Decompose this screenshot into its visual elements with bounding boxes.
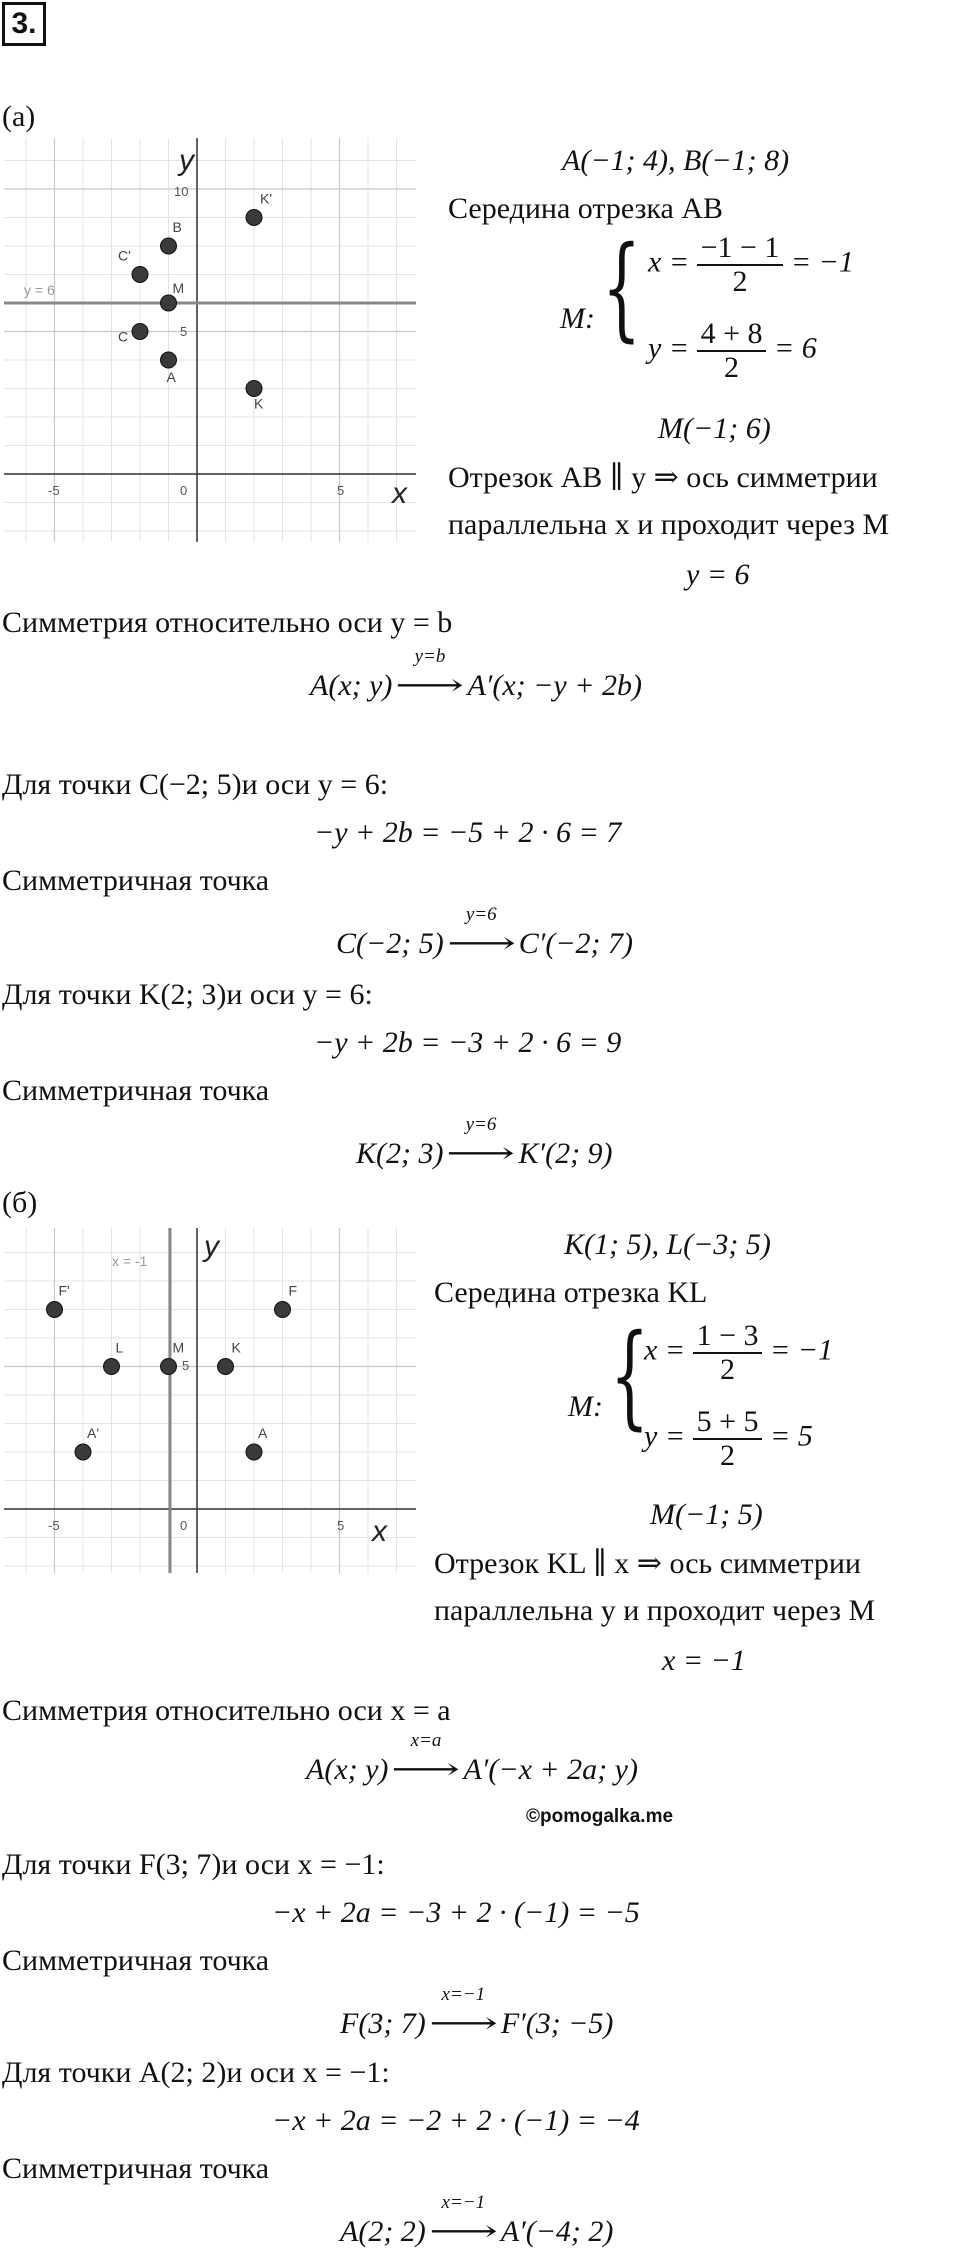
- graph-b-svg: [4, 1228, 416, 1573]
- graph-a: [4, 138, 416, 542]
- graph-a-tick-y5: 5: [180, 324, 188, 339]
- part-a-k-calc: −y + 2b = −3 + 2 · 6 = 9: [314, 1026, 622, 1059]
- part-b-sym-left: A(x; y): [306, 1753, 389, 1786]
- part-a-c-intro: Для точки C(−2; 5)и оси y = 6:: [2, 768, 389, 801]
- point-label-m: M: [172, 1339, 185, 1356]
- part-a-sym-right: A′(x; −y + 2b): [467, 669, 642, 702]
- graph-b-y-label: y: [204, 1230, 219, 1263]
- part-b-a-right: A′(−4; 2): [500, 2215, 614, 2248]
- task-number: 3.: [2, 2, 46, 46]
- part-a-system-y: [648, 318, 817, 383]
- part-a-k-right: K′(2; 9): [518, 1137, 613, 1170]
- point-a: [161, 352, 177, 368]
- point-c-prime: [132, 267, 148, 283]
- part-a-sys2-right: = 6: [773, 331, 817, 365]
- point-label-k-prime: K': [260, 190, 273, 207]
- point-a-prime: [75, 1444, 91, 1460]
- graph-b-tick-y5: 5: [182, 1358, 190, 1373]
- part-b-system-y: [644, 1406, 813, 1471]
- part-b-f-left: F(3; 7): [340, 2007, 426, 2040]
- part-a-c-right: C′(−2; 7): [518, 927, 634, 960]
- part-a-sys2-fraction: [697, 318, 767, 383]
- part-b-f-calc: −x + 2a = −3 + 2 · (−1) = −5: [272, 1896, 640, 1929]
- point-label-a-prime: A': [87, 1425, 100, 1441]
- part-a-k-arrow: y=6 ⟶: [443, 1136, 518, 1171]
- graph-a-y-label: y: [179, 144, 194, 177]
- part-a-c-arrow-label: y=6: [465, 904, 497, 925]
- graph-a-tick-0: 0: [180, 483, 188, 498]
- part-a-axis-eq: y = 6: [686, 558, 750, 591]
- graph-b-tick-0: 0: [180, 1518, 188, 1533]
- point-label-a: A: [166, 369, 176, 385]
- part-a-sym-left: A(x; y): [310, 669, 393, 702]
- part-a-sys1-num: −1 − 1: [697, 232, 784, 266]
- part-b-parallel: Отрезок KL ∥ x ⇒ ось симметрии: [434, 1547, 861, 1580]
- point-label-a: A: [258, 1425, 268, 1441]
- point-c: [132, 324, 148, 340]
- part-b-f-intro: Для точки F(3; 7)и оси x = −1:: [2, 1848, 385, 1881]
- point-b: [161, 238, 177, 254]
- graph-a-svg: [4, 138, 416, 542]
- point-label-b: B: [172, 219, 182, 235]
- graph-a-tick-5: 5: [337, 483, 345, 498]
- part-b-points-given: K(1; 5), L(−3; 5): [564, 1228, 771, 1261]
- part-a-system-x: [648, 232, 854, 297]
- part-a-c-sym-label: Симметричная точка: [2, 864, 270, 897]
- part-b-label: (б): [2, 1186, 38, 1219]
- part-b-f-arrow: x=−1 ⟶: [426, 2006, 501, 2041]
- part-b-a-arrow-label: x=−1: [441, 2192, 486, 2213]
- part-a-parallel: Отрезок AB ∥ y ⇒ ось симметрии: [448, 461, 878, 494]
- part-b-system-x: [644, 1320, 833, 1385]
- part-b-sys2-den: 2: [720, 1438, 736, 1472]
- point-label-m: M: [172, 280, 185, 296]
- part-a-sym-arrow-label: y=b: [414, 646, 446, 667]
- point-k: [246, 381, 262, 397]
- part-b-sym-arrow-label: x=a: [410, 1730, 442, 1751]
- point-f: [275, 1302, 291, 1318]
- part-b-sys2-num: 5 + 5: [693, 1406, 763, 1440]
- part-a-label: (a): [2, 100, 36, 133]
- part-b-a-arrow: x=−1 ⟶: [426, 2214, 501, 2249]
- graph-a-tick-y10: 10: [174, 184, 189, 199]
- graph-b-grid: [4, 1228, 416, 1573]
- part-b-a-rule: [340, 2192, 614, 2249]
- part-b-a-intro: Для точки A(2; 2)и оси x = −1:: [2, 2056, 390, 2089]
- point-label-f-prime: F': [58, 1282, 70, 1299]
- graph-a-x-label: x: [392, 477, 407, 510]
- part-b-axis-eq: x = −1: [662, 1644, 746, 1677]
- point-label-c-prime: C': [118, 247, 131, 264]
- part-a-sys1-left: x =: [648, 245, 690, 279]
- part-b-sym-arrow: x=a ⟶: [388, 1752, 463, 1787]
- point-label-k: K: [231, 1339, 241, 1356]
- part-b-sys2-right: = 5: [769, 1419, 813, 1453]
- part-a-sys1-fraction: [697, 232, 784, 297]
- point-label-l: L: [115, 1339, 124, 1356]
- point-f-prime: [47, 1302, 63, 1318]
- part-b-sys1-left: x =: [644, 1333, 686, 1367]
- point-a: [246, 1444, 262, 1460]
- point-m: [161, 295, 177, 311]
- part-b-f-right: F′(3; −5): [500, 2007, 614, 2040]
- graph-b-line-label: x = -1: [112, 1253, 148, 1269]
- part-a-m-label: M:: [560, 302, 595, 335]
- part-b-sym-right: A′(−x + 2a; y): [463, 1753, 638, 1786]
- point-label-f: F: [288, 1282, 298, 1299]
- part-a-sys2-den: 2: [724, 350, 740, 384]
- part-a-k-left: K(2; 3): [356, 1137, 444, 1170]
- graph-a-grid: [4, 138, 416, 542]
- part-b-sys1-right: = −1: [769, 1333, 833, 1367]
- part-b-system-brace: {: [610, 1311, 650, 1441]
- part-a-k-rule: [356, 1114, 613, 1171]
- graph-b-tick-5: 5: [337, 1518, 345, 1533]
- part-a-c-left: C(−2; 5): [336, 927, 444, 960]
- part-a-sym-title: Симметрия относительно оси y = b: [2, 606, 453, 639]
- part-b-f-sym-label: Симметричная точка: [2, 1944, 270, 1977]
- graph-b-x-label: x: [372, 1515, 387, 1548]
- point-label-c: C: [118, 328, 129, 345]
- part-a-k-arrow-label: y=6: [465, 1114, 497, 1135]
- part-b-f-rule: [340, 1984, 614, 2041]
- part-a-k-sym-label: Симметричная точка: [2, 1074, 270, 1107]
- graph-a-points: [118, 191, 272, 412]
- part-a-sys1-right: = −1: [790, 245, 854, 279]
- part-a-midpoint-heading: Середина отрезка AB: [448, 192, 724, 225]
- part-a-sys2-num: 4 + 8: [697, 318, 767, 352]
- part-a-axis-through: параллельна x и проходит через M: [448, 508, 890, 541]
- graph-b: [4, 1228, 416, 1573]
- graph-b-tick-neg5: -5: [48, 1518, 60, 1533]
- part-b-sys1-fraction: [693, 1320, 763, 1385]
- part-b-m-label: M:: [568, 1390, 603, 1423]
- part-a-midpoint: M(−1; 6): [658, 412, 771, 445]
- part-b-a-left: A(2; 2): [340, 2215, 426, 2248]
- part-b-a-calc: −x + 2a = −2 + 2 · (−1) = −4: [272, 2104, 640, 2137]
- part-b-sys1-num: 1 − 3: [693, 1320, 763, 1354]
- part-b-axis-through: параллельна y и проходит через M: [434, 1594, 876, 1627]
- part-a-sym-arrow: y=b ⟶: [392, 668, 467, 703]
- part-a-c-calc: −y + 2b = −5 + 2 · 6 = 7: [314, 816, 622, 849]
- part-a-c-arrow: y=6 ⟶: [444, 926, 519, 961]
- part-a-sym-rule: [310, 646, 642, 703]
- part-a-sys2-left: y =: [648, 331, 690, 365]
- graph-a-line-label: y = 6: [24, 282, 55, 298]
- watermark: ©pomogalka.me: [526, 1806, 674, 1827]
- point-k-prime: [246, 210, 262, 226]
- part-b-a-sym-label: Симметричная точка: [2, 2152, 270, 2185]
- part-a-k-intro: Для точки K(2; 3)и оси y = 6:: [2, 978, 373, 1011]
- part-b-sym-title: Симметрия относительно оси x = a: [2, 1694, 451, 1727]
- point-m: [161, 1359, 177, 1375]
- part-a-points-given: A(−1; 4), B(−1; 8): [562, 144, 790, 177]
- point-k: [218, 1359, 234, 1375]
- part-b-f-arrow-label: x=−1: [441, 1984, 486, 2005]
- part-a-sys1-den: 2: [732, 264, 748, 298]
- point-l: [104, 1359, 120, 1375]
- part-b-sys1-den: 2: [720, 1352, 736, 1386]
- part-b-midpoint-heading: Середина отрезка KL: [434, 1276, 708, 1309]
- part-b-sys2-fraction: [693, 1406, 763, 1471]
- part-b-sys2-left: y =: [644, 1419, 686, 1453]
- point-label-k: K: [254, 395, 264, 412]
- part-a-system-brace: {: [602, 223, 642, 353]
- part-a-c-rule: [336, 904, 634, 961]
- graph-a-tick-neg5: -5: [48, 483, 60, 498]
- part-b-midpoint: M(−1; 5): [650, 1498, 763, 1531]
- part-b-sym-rule: [306, 1730, 638, 1787]
